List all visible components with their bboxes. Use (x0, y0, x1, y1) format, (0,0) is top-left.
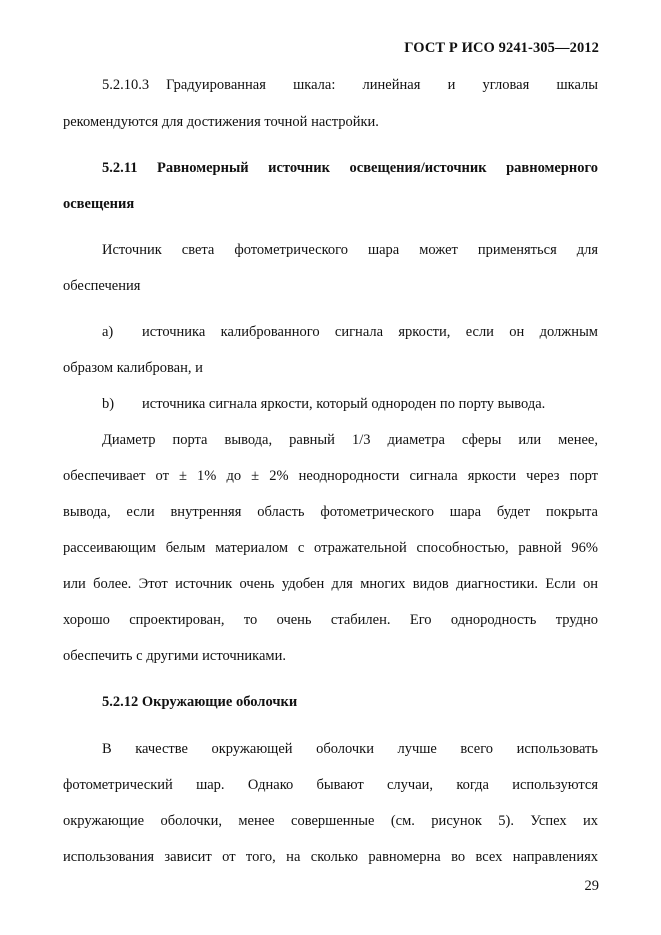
paragraph-line: Источник света фотометрического шара может применяться для (102, 242, 598, 258)
paragraph-line: рассеивающим белым материалом с отражательной способностью, равной 96% (63, 540, 598, 556)
list-marker: b) (102, 396, 115, 412)
list-item-b (102, 395, 598, 413)
page-number: 29 (584, 878, 599, 894)
paragraph-line: обеспечить с другими источниками. (63, 648, 286, 664)
list-text: источника сигнала яркости, который однороден по порту вывода. (142, 396, 546, 412)
paragraph-line: вывода, если внутренняя область фотометрического шара будет покрыта (63, 504, 598, 520)
section-number: 5.2.10.3 (102, 77, 150, 93)
paragraph-line: Диаметр порта вывода, равный 1/3 диаметра сферы или менее, (102, 432, 598, 448)
list-marker: a) (102, 324, 114, 340)
section-5-2-10-3-line-2: рекомендуются для достижения точной настройки. (63, 114, 379, 130)
section-5-2-11-heading: 5.2.11 Равномерный источник освещения/источник равномерного (102, 160, 598, 176)
paragraph-line: или более. Этот источник очень удобен для многих видов диагностики. Если он (63, 576, 598, 592)
paragraph-line: хорошо спроектирован, то очень стабилен. Его однородность трудно (63, 612, 598, 628)
list-text: источника калиброванного сигнала яркости, если он должным (142, 324, 598, 340)
section-5-2-10-3-line-1 (102, 76, 598, 94)
list-item-a (102, 323, 598, 341)
paragraph-line: окружающие оболочки, менее совершенные (см. рисунок 5). Успех их (63, 813, 598, 829)
list-item-a-cont: образом калиброван, и (63, 360, 203, 376)
document-header: ГОСТ Р ИСО 9241-305—2012 (404, 40, 599, 56)
paragraph-line: обеспечивает от ± 1% до ± 2% неоднородности сигнала яркости через порт (63, 468, 598, 484)
paragraph-line: В качестве окружающей оболочки лучше всего использовать (102, 741, 598, 757)
section-5-2-12-heading: 5.2.12 Окружающие оболочки (102, 694, 298, 710)
paragraph-line: использования зависит от того, на сколько равномерна во всех направлениях (63, 849, 598, 865)
section-5-2-11-heading-cont: освещения (63, 196, 135, 212)
paragraph-line: фотометрический шар. Однако бывают случаи, когда используются (63, 777, 598, 793)
section-text: Градуированная шкала: линейная и угловая шкалы (166, 77, 598, 93)
paragraph-line: обеспечения (63, 278, 141, 294)
